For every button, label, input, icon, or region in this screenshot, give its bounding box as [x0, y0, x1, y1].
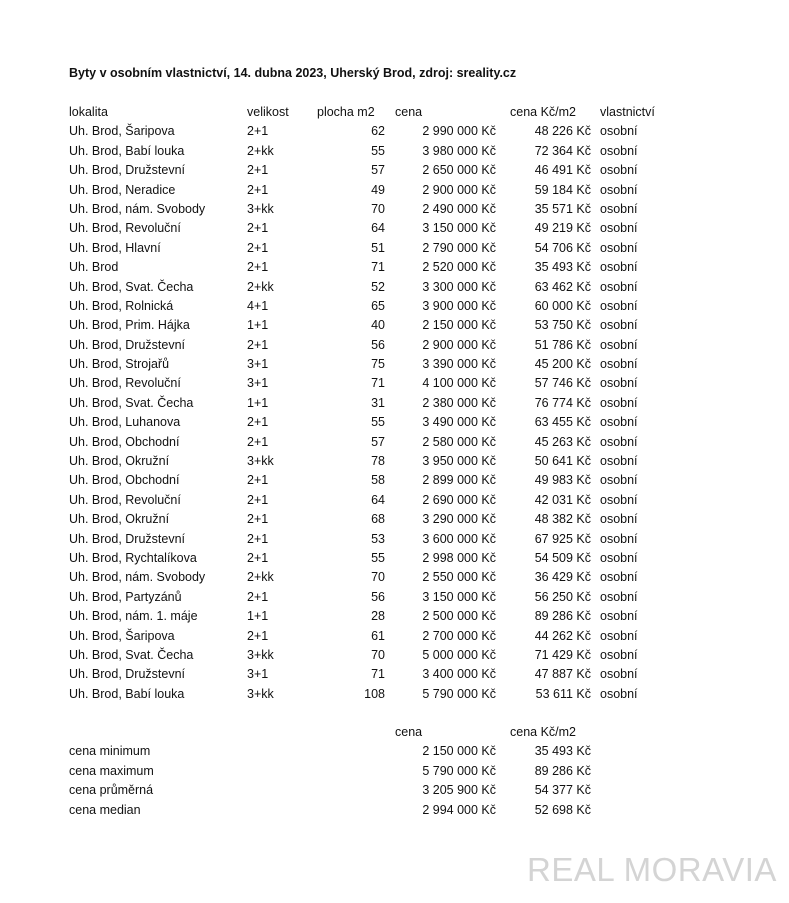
table-row — [0, 568, 789, 587]
cell-vlastnictvi: osobní — [600, 298, 638, 313]
summary-row — [0, 801, 789, 820]
cell-plocha: 55 — [371, 550, 385, 565]
table-row — [0, 510, 789, 529]
cell-cena-m2: 60 000 Kč — [534, 298, 591, 313]
document-title: Byty v osobním vlastnictví, 14. dubna 2023, Uherský Brod, zdroj: sreality.cz — [69, 66, 517, 80]
cell-plocha: 51 — [371, 240, 385, 255]
summary-row — [0, 762, 789, 781]
cell-vlastnictvi: osobní — [600, 376, 638, 391]
cell-vlastnictvi: osobní — [600, 415, 638, 430]
cell-cena: 2 380 000 Kč — [422, 395, 496, 410]
cell-cena: 5 000 000 Kč — [422, 647, 496, 662]
cell-plocha: 71 — [371, 260, 385, 275]
cell-plocha: 28 — [371, 609, 385, 624]
cell-plocha: 53 — [371, 531, 385, 546]
cell-cena: 2 650 000 Kč — [422, 163, 496, 178]
cell-plocha: 31 — [371, 395, 385, 410]
cell-vlastnictvi: osobní — [600, 201, 638, 216]
cell-velikost: 3+kk — [247, 454, 274, 469]
cell-vlastnictvi: osobní — [600, 647, 638, 662]
cell-lokalita: Uh. Brod, Družstevní — [69, 531, 186, 546]
cell-vlastnictvi: osobní — [600, 221, 638, 236]
cell-cena-m2: 48 226 Kč — [534, 124, 591, 139]
cell-plocha: 56 — [371, 589, 385, 604]
table-row — [0, 549, 789, 568]
summary-label: cena median — [69, 802, 141, 817]
cell-vlastnictvi: osobní — [600, 512, 638, 527]
table-row — [0, 491, 789, 510]
cell-velikost: 2+1 — [247, 628, 269, 643]
cell-plocha: 55 — [371, 143, 385, 158]
cell-velikost: 1+1 — [247, 395, 269, 410]
cell-cena-m2: 54 706 Kč — [534, 240, 591, 255]
cell-velikost: 3+1 — [247, 357, 269, 372]
cell-velikost: 2+1 — [247, 221, 269, 236]
cell-lokalita: Uh. Brod, Šaripova — [69, 124, 175, 139]
cell-lokalita: Uh. Brod, Rolnická — [69, 298, 174, 313]
table-row — [0, 161, 789, 180]
summary-header-cena-m2: cena Kč/m2 — [510, 725, 577, 739]
cell-vlastnictvi: osobní — [600, 531, 638, 546]
cell-velikost: 2+1 — [247, 415, 269, 430]
table-row — [0, 588, 789, 607]
table-row — [0, 433, 789, 452]
cell-velikost: 2+1 — [247, 337, 269, 352]
summary-row — [0, 742, 789, 761]
cell-lokalita: Uh. Brod, nám. Svobody — [69, 570, 206, 585]
cell-vlastnictvi: osobní — [600, 395, 638, 410]
cell-cena-m2: 50 641 Kč — [534, 454, 591, 469]
table-row — [0, 142, 789, 161]
cell-vlastnictvi: osobní — [600, 182, 638, 197]
summary-body — [0, 742, 789, 820]
cell-cena-m2: 49 219 Kč — [534, 221, 591, 236]
cell-velikost: 2+1 — [247, 163, 269, 178]
cell-plocha: 64 — [371, 221, 385, 236]
cell-cena-m2: 44 262 Kč — [534, 628, 591, 643]
summary-cena-m2: 54 377 Kč — [534, 783, 591, 798]
table-row — [0, 607, 789, 626]
table-row — [0, 316, 789, 335]
cell-cena-m2: 67 925 Kč — [534, 531, 591, 546]
cell-vlastnictvi: osobní — [600, 357, 638, 372]
cell-vlastnictvi: osobní — [600, 163, 638, 178]
cell-cena: 3 300 000 Kč — [422, 279, 496, 294]
cell-cena: 3 900 000 Kč — [422, 298, 496, 313]
cell-lokalita: Uh. Brod, Babí louka — [69, 686, 185, 701]
cell-cena-m2: 35 571 Kč — [534, 201, 591, 216]
cell-plocha: 40 — [371, 318, 385, 333]
table-row — [0, 685, 789, 704]
table-row — [0, 258, 789, 277]
header-cena-m2: cena Kč/m2 — [510, 105, 577, 119]
cell-cena-m2: 48 382 Kč — [534, 512, 591, 527]
cell-plocha: 75 — [371, 357, 385, 372]
cell-cena: 2 899 000 Kč — [422, 473, 496, 488]
cell-plocha: 62 — [371, 124, 385, 139]
header-vlastnictvi: vlastnictví — [600, 105, 655, 119]
header-cena: cena — [395, 105, 423, 119]
cell-cena-m2: 46 491 Kč — [534, 163, 591, 178]
cell-velikost: 3+kk — [247, 201, 274, 216]
table-row — [0, 219, 789, 238]
cell-lokalita: Uh. Brod, Strojařů — [69, 357, 170, 372]
cell-vlastnictvi: osobní — [600, 609, 638, 624]
cell-cena: 3 400 000 Kč — [422, 667, 496, 682]
table-row — [0, 122, 789, 141]
table-header-row — [0, 103, 789, 122]
cell-lokalita: Uh. Brod, Revoluční — [69, 221, 181, 236]
cell-plocha: 61 — [371, 628, 385, 643]
cell-vlastnictvi: osobní — [600, 260, 638, 275]
cell-vlastnictvi: osobní — [600, 667, 638, 682]
table-row — [0, 394, 789, 413]
cell-velikost: 4+1 — [247, 298, 269, 313]
cell-plocha: 70 — [371, 570, 385, 585]
cell-plocha: 68 — [371, 512, 385, 527]
cell-cena: 2 900 000 Kč — [422, 182, 496, 197]
cell-lokalita: Uh. Brod, Hlavní — [69, 240, 161, 255]
cell-lokalita: Uh. Brod, Družstevní — [69, 337, 186, 352]
cell-velikost: 2+kk — [247, 143, 274, 158]
cell-cena-m2: 35 493 Kč — [534, 260, 591, 275]
cell-cena: 3 290 000 Kč — [422, 512, 496, 527]
summary-label: cena minimum — [69, 744, 151, 759]
table-row — [0, 355, 789, 374]
cell-cena-m2: 53 611 Kč — [535, 686, 591, 701]
cell-cena-m2: 89 286 Kč — [534, 609, 591, 624]
cell-velikost: 2+1 — [247, 182, 269, 197]
cell-cena-m2: 59 184 Kč — [534, 182, 591, 197]
table-row — [0, 297, 789, 316]
cell-vlastnictvi: osobní — [600, 570, 638, 585]
cell-lokalita: Uh. Brod, Družstevní — [69, 667, 186, 682]
summary-cena: 5 790 000 Kč — [422, 763, 496, 778]
header-plocha: plocha m2 — [317, 105, 375, 119]
table-row — [0, 413, 789, 432]
cell-lokalita: Uh. Brod, Družstevní — [69, 163, 186, 178]
cell-lokalita: Uh. Brod, Luhanova — [69, 415, 181, 430]
cell-plocha: 71 — [371, 667, 385, 682]
cell-velikost: 2+1 — [247, 492, 269, 507]
table-row — [0, 452, 789, 471]
summary-cena-m2: 52 698 Kč — [534, 802, 591, 817]
cell-cena-m2: 56 250 Kč — [534, 589, 591, 604]
summary-cena: 3 205 900 Kč — [422, 783, 496, 798]
cell-velikost: 2+1 — [247, 240, 269, 255]
cell-cena: 2 790 000 Kč — [422, 240, 496, 255]
cell-vlastnictvi: osobní — [600, 686, 638, 701]
cell-lokalita: Uh. Brod — [69, 260, 119, 275]
cell-vlastnictvi: osobní — [600, 492, 638, 507]
cell-velikost: 3+kk — [247, 647, 274, 662]
cell-lokalita: Uh. Brod, Svat. Čecha — [69, 279, 194, 294]
cell-cena: 3 980 000 Kč — [422, 143, 496, 158]
cell-cena-m2: 49 983 Kč — [534, 473, 591, 488]
cell-plocha: 108 — [364, 686, 385, 701]
cell-vlastnictvi: osobní — [600, 628, 638, 643]
cell-cena-m2: 45 263 Kč — [534, 434, 591, 449]
cell-velikost: 2+1 — [247, 473, 269, 488]
cell-cena-m2: 45 200 Kč — [534, 357, 591, 372]
cell-cena-m2: 42 031 Kč — [534, 492, 591, 507]
cell-plocha: 55 — [371, 415, 385, 430]
cell-cena: 2 700 000 Kč — [422, 628, 496, 643]
cell-lokalita: Uh. Brod, Obchodní — [69, 434, 180, 449]
cell-plocha: 57 — [371, 163, 385, 178]
cell-lokalita: Uh. Brod, nám. Svobody — [69, 201, 206, 216]
cell-lokalita: Uh. Brod, Partyzánů — [69, 589, 182, 604]
cell-velikost: 1+1 — [247, 609, 269, 624]
cell-plocha: 71 — [371, 376, 385, 391]
cell-lokalita: Uh. Brod, Rychtalíkova — [69, 550, 197, 565]
cell-cena-m2: 76 774 Kč — [534, 395, 591, 410]
cell-cena-m2: 36 429 Kč — [534, 570, 591, 585]
cell-vlastnictvi: osobní — [600, 454, 638, 469]
summary-row — [0, 781, 789, 800]
cell-vlastnictvi: osobní — [600, 318, 638, 333]
table-row — [0, 374, 789, 393]
summary-cena: 2 150 000 Kč — [422, 744, 496, 759]
table-row — [0, 471, 789, 490]
listings-table — [0, 103, 789, 704]
table-row — [0, 239, 789, 258]
cell-vlastnictvi: osobní — [600, 124, 638, 139]
cell-cena: 2 990 000 Kč — [422, 124, 496, 139]
cell-lokalita: Uh. Brod, Svat. Čecha — [69, 395, 194, 410]
cell-cena: 3 600 000 Kč — [422, 531, 496, 546]
cell-velikost: 1+1 — [247, 318, 269, 333]
cell-plocha: 49 — [371, 182, 385, 197]
cell-vlastnictvi: osobní — [600, 240, 638, 255]
table-row — [0, 530, 789, 549]
cell-lokalita: Uh. Brod, Revoluční — [69, 492, 181, 507]
cell-cena: 3 390 000 Kč — [422, 357, 496, 372]
cell-cena-m2: 63 462 Kč — [534, 279, 591, 294]
cell-cena-m2: 72 364 Kč — [534, 143, 591, 158]
table-row — [0, 646, 789, 665]
header-velikost: velikost — [247, 105, 289, 119]
summary-label: cena maximum — [69, 763, 154, 778]
real-moravia-watermark: REAL MORAVIA — [527, 851, 777, 888]
cell-lokalita: Uh. Brod, Neradice — [69, 182, 176, 197]
summary-cena-m2: 89 286 Kč — [534, 763, 591, 778]
cell-cena: 2 690 000 Kč — [422, 492, 496, 507]
cell-velikost: 2+1 — [247, 589, 269, 604]
cell-cena-m2: 53 750 Kč — [534, 318, 591, 333]
cell-cena: 2 900 000 Kč — [422, 337, 496, 352]
cell-vlastnictvi: osobní — [600, 550, 638, 565]
cell-cena: 2 580 000 Kč — [422, 434, 496, 449]
cell-plocha: 57 — [371, 434, 385, 449]
cell-velikost: 3+1 — [247, 667, 269, 682]
cell-velikost: 2+1 — [247, 531, 269, 546]
cell-cena: 3 150 000 Kč — [422, 221, 496, 236]
cell-lokalita: Uh. Brod, Okružní — [69, 454, 170, 469]
cell-plocha: 64 — [371, 492, 385, 507]
cell-lokalita: Uh. Brod, Babí louka — [69, 143, 185, 158]
table-row — [0, 200, 789, 219]
cell-vlastnictvi: osobní — [600, 473, 638, 488]
cell-velikost: 2+1 — [247, 550, 269, 565]
cell-cena: 3 950 000 Kč — [422, 454, 496, 469]
table-row — [0, 627, 789, 646]
cell-plocha: 52 — [371, 279, 385, 294]
header-lokalita: lokalita — [69, 105, 108, 119]
cell-velikost: 2+1 — [247, 124, 269, 139]
cell-cena: 2 500 000 Kč — [422, 609, 496, 624]
cell-cena: 2 150 000 Kč — [422, 318, 496, 333]
cell-velikost: 2+1 — [247, 260, 269, 275]
cell-plocha: 58 — [371, 473, 385, 488]
cell-velikost: 2+kk — [247, 570, 274, 585]
summary-cena: 2 994 000 Kč — [422, 802, 496, 817]
table-row — [0, 278, 789, 297]
cell-lokalita: Uh. Brod, Svat. Čecha — [69, 647, 194, 662]
summary-header-row — [0, 723, 789, 742]
cell-lokalita: Uh. Brod, Obchodní — [69, 473, 180, 488]
cell-plocha: 70 — [371, 201, 385, 216]
cell-velikost: 2+kk — [247, 279, 274, 294]
table-row — [0, 665, 789, 684]
table-row — [0, 336, 789, 355]
cell-cena: 2 550 000 Kč — [422, 570, 496, 585]
cell-lokalita: Uh. Brod, Šaripova — [69, 628, 175, 643]
cell-cena-m2: 57 746 Kč — [534, 376, 591, 391]
cell-cena-m2: 54 509 Kč — [534, 550, 591, 565]
summary-header-cena: cena — [395, 725, 423, 739]
cell-cena-m2: 51 786 Kč — [534, 337, 591, 352]
cell-cena: 2 520 000 Kč — [422, 260, 496, 275]
cell-cena-m2: 71 429 Kč — [534, 647, 591, 662]
cell-cena-m2: 63 455 Kč — [534, 415, 591, 430]
cell-cena: 2 998 000 Kč — [422, 550, 496, 565]
cell-vlastnictvi: osobní — [600, 279, 638, 294]
cell-lokalita: Uh. Brod, Okružní — [69, 512, 170, 527]
table-row — [0, 181, 789, 200]
cell-cena: 3 150 000 Kč — [422, 589, 496, 604]
cell-cena: 3 490 000 Kč — [422, 415, 496, 430]
cell-vlastnictvi: osobní — [600, 337, 638, 352]
table-body — [0, 122, 789, 704]
cell-lokalita: Uh. Brod, Prim. Hájka — [69, 318, 190, 333]
cell-vlastnictvi: osobní — [600, 143, 638, 158]
cell-vlastnictvi: osobní — [600, 589, 638, 604]
cell-cena: 4 100 000 Kč — [422, 376, 496, 391]
cell-cena: 5 790 000 Kč — [422, 686, 496, 701]
cell-lokalita: Uh. Brod, nám. 1. máje — [69, 609, 198, 624]
cell-velikost: 3+1 — [247, 376, 269, 391]
summary-cena-m2: 35 493 Kč — [534, 744, 591, 759]
cell-plocha: 56 — [371, 337, 385, 352]
cell-lokalita: Uh. Brod, Revoluční — [69, 376, 181, 391]
cell-plocha: 65 — [371, 298, 385, 313]
cell-cena: 2 490 000 Kč — [422, 201, 496, 216]
cell-plocha: 78 — [371, 454, 385, 469]
cell-cena-m2: 47 887 Kč — [534, 667, 591, 682]
cell-velikost: 2+1 — [247, 512, 269, 527]
cell-velikost: 2+1 — [247, 434, 269, 449]
summary-table — [0, 723, 789, 820]
cell-velikost: 3+kk — [247, 686, 274, 701]
summary-label: cena průměrná — [69, 783, 154, 798]
cell-vlastnictvi: osobní — [600, 434, 638, 449]
cell-plocha: 70 — [371, 647, 385, 662]
